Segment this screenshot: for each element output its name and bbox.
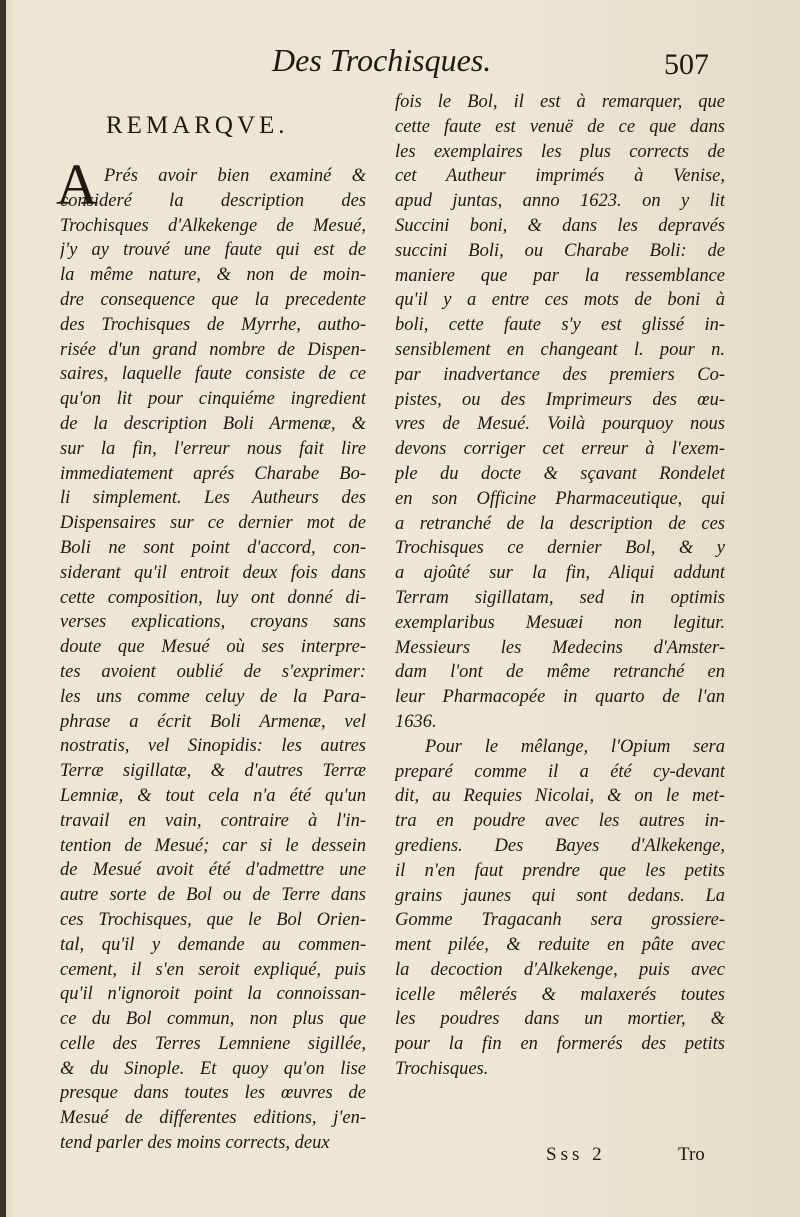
text-line: boli, cette faute s'y est glissé in-: [395, 315, 725, 336]
text-line: leur Pharmacopée in quarto de l'an: [395, 687, 725, 708]
text-line: Terram sigillatam, sed in optimis: [395, 587, 725, 608]
text-line: fois le Bol, il est à remarquer, que: [395, 92, 725, 112]
text-line: dit, au Requies Nicolai, & on le met-: [395, 786, 725, 807]
text-line: vres de Mesué. Voilà pourquoy nous: [395, 414, 725, 435]
text-line: grains jaunes qui sont dedans. La: [395, 885, 725, 906]
text-line: maniere que par la ressemblance: [395, 265, 725, 286]
text-line: cement, il s'en seroit expliqué, puis: [60, 959, 366, 980]
text-line: doute que Mesué où ses interpre-: [60, 637, 366, 658]
text-line: saires, laquelle faute consiste de ce: [60, 364, 366, 385]
text-line: de Mesué avoit été d'admettre une: [60, 860, 366, 881]
text-line: Boli ne sont point d'accord, con-: [60, 537, 366, 558]
text-line: risée d'un grand nombre de Dispen-: [60, 339, 366, 360]
text-line: cet Autheur imprimés à Venise,: [395, 166, 725, 187]
text-line: les poudres dans un mortier, &: [395, 1009, 725, 1030]
text-line: Prés avoir bien examiné &: [104, 166, 366, 186]
text-line: en son Officine Pharmaceutique, qui: [395, 488, 725, 509]
text-line: a retranché de la description de ces: [395, 513, 725, 534]
text-line: exemplaribus Mesuæi non legitur.: [395, 612, 725, 633]
text-line: qu'il y a entre ces mots de boni à: [395, 290, 725, 311]
text-line: & du Sinople. Et quoy qu'on lise: [60, 1058, 366, 1079]
text-line: Mesué de differentes editions, j'en-: [60, 1108, 366, 1129]
catchword: Tro: [678, 1144, 705, 1165]
text-line: tra en poudre avec les autres in-: [395, 811, 725, 832]
text-line: des Trochisques de Myrrhe, autho-: [60, 314, 366, 335]
left-text-column: [60, 164, 366, 1156]
text-line: consideré la description des: [60, 190, 366, 211]
text-line: succini Boli, ou Charabe Boli: de: [395, 240, 725, 261]
text-line: autre sorte de Bol ou de Terre dans: [60, 885, 366, 906]
text-line: ment pilée, & reduite en pâte avec: [395, 935, 725, 956]
text-line: ce du Bol commun, non plus que: [60, 1009, 366, 1030]
book-spine-edge: [0, 0, 6, 1217]
text-line: pour la fin en formerés des petits: [395, 1034, 725, 1055]
text-line: presque dans toutes les œuvres de: [60, 1083, 366, 1104]
text-line: preparé comme il a été cy-devant: [395, 761, 725, 782]
text-line: apud juntas, anno 1623. on y lit: [395, 191, 725, 212]
right-text-column: [395, 90, 725, 1082]
text-line: celle des Terres Lemniene sigillée,: [60, 1033, 366, 1054]
text-line: li simplement. Les Autheurs des: [60, 488, 366, 509]
text-line: de la description Boli Armenæ, &: [60, 413, 366, 434]
text-line: ces Trochisques, que le Bol Orien-: [60, 909, 366, 930]
text-line: qu'on lit pour cinquiéme ingredient: [60, 389, 366, 410]
running-header-title: Des Trochisques.: [272, 42, 492, 78]
text-line: grediens. Des Bayes d'Alkekenge,: [395, 835, 725, 856]
text-line: nostratis, vel Sinopidis: les autres: [60, 736, 366, 757]
text-line: par inadvertance des premiers Co-: [395, 364, 725, 385]
text-line: Dispensaires sur ce dernier mot de: [60, 513, 366, 534]
text-line: Trochisques d'Alkekenge de Mesué,: [60, 215, 366, 236]
text-line: tend parler des moins corrects, deux: [60, 1133, 330, 1154]
text-line: sensiblement en changeant l. pour n.: [395, 339, 725, 360]
text-line: ple du docte & sçavant Rondelet: [395, 463, 725, 484]
section-heading: REMARQVE.: [106, 112, 289, 139]
text-line: la même nature, & non de moin-: [60, 265, 366, 286]
right-column-paragraph-2: [395, 735, 725, 1082]
text-line: Lemniæ, & tout cela n'a été qu'un: [60, 785, 366, 806]
text-line: Terræ sigillatæ, & d'autres Terræ: [60, 761, 366, 782]
text-line: phrase a écrit Boli Armenæ, vel: [60, 711, 366, 732]
right-column-paragraph-1: [395, 90, 725, 735]
text-line: j'y ay trouvé une faute qui est de: [60, 240, 366, 261]
text-line: Pour le mêlange, l'Opium sera: [425, 736, 725, 757]
text-line: cette composition, luy ont donné di-: [60, 587, 366, 608]
page-number: 507: [664, 48, 709, 81]
text-line: dre consequence que la precedente: [60, 289, 366, 310]
text-line: Trochisques.: [395, 1059, 489, 1080]
text-line: tes avoient oublié de s'exprimer:: [60, 661, 366, 682]
text-line: Trochisques ce dernier Bol, & y: [395, 538, 725, 559]
text-line: a ajoûté sur la fin, Aliqui addunt: [395, 563, 725, 584]
text-line: tention de Mesué; car si le dessein: [60, 835, 366, 856]
text-line: Gomme Tragacanh sera grossiere-: [395, 910, 725, 931]
text-line: devons corriger cet erreur à l'exem-: [395, 439, 725, 460]
drop-cap-letter: A: [56, 152, 98, 217]
text-line: travail en vain, contraire à l'in-: [60, 810, 366, 831]
text-line: sur la fin, l'erreur nous fait lire: [60, 438, 366, 459]
text-line: les uns comme celuy de la Para-: [60, 686, 366, 707]
text-line: icelle mêlerés & malaxerés toutes: [395, 984, 725, 1005]
text-line: 1636.: [395, 711, 437, 732]
text-line: Succini boni, & dans les depravés: [395, 215, 725, 236]
signature-mark: Sss 2: [546, 1144, 606, 1165]
text-line: il n'en faut prendre que les petits: [395, 860, 725, 881]
text-line: la decoction d'Alkekenge, puis avec: [395, 959, 725, 980]
text-line: siderant qu'il entroit deux fois dans: [60, 562, 366, 583]
text-line: Messieurs les Medecins d'Amster-: [395, 637, 725, 658]
text-line: les exemplaires les plus corrects de: [395, 141, 725, 162]
text-line: cette faute est venuë de ce que dans: [395, 116, 725, 137]
text-line: dam l'ont de même retranché en: [395, 662, 725, 683]
text-line: immediatement aprés Charabe Bo-: [60, 463, 366, 484]
text-line: verses explications, croyans sans: [60, 612, 366, 633]
text-line: qu'il n'ignoroit point la connoissan-: [60, 984, 366, 1005]
text-line: pistes, ou des Imprimeurs des œu-: [395, 389, 725, 410]
text-line: tal, qu'il y demande au commen-: [60, 934, 366, 955]
